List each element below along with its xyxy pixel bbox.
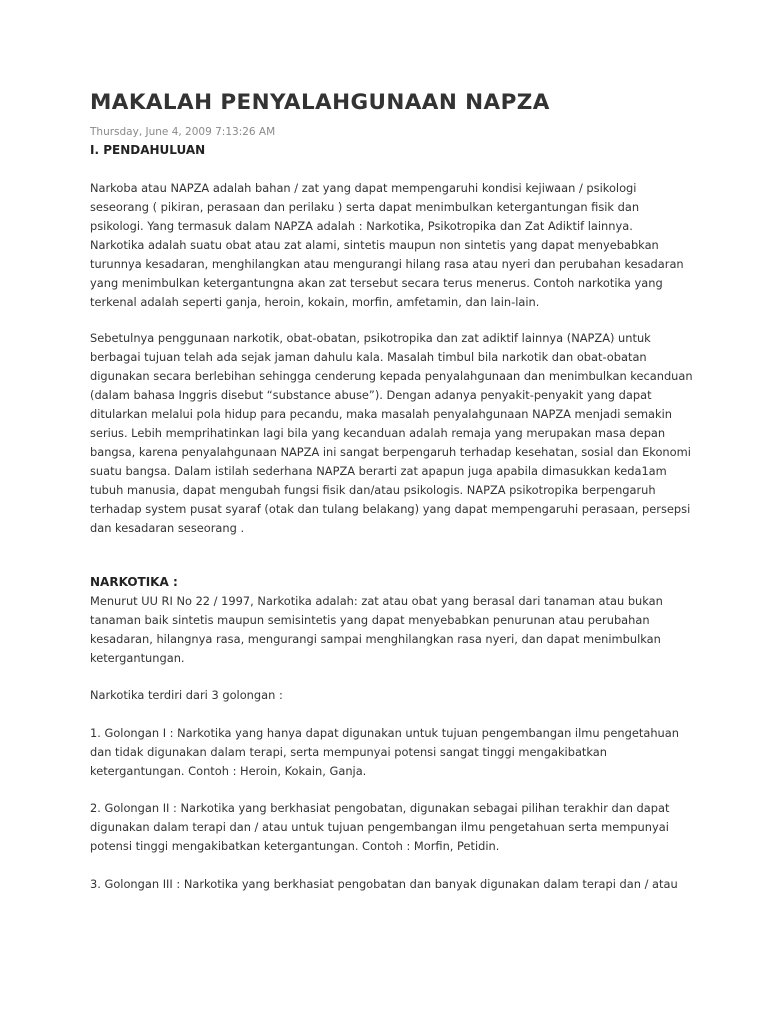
- text-line: kesadaran, hilangnya rasa, mengurangi sampai menghilangkan rasa nyeri, dan dapat menimbulkan: [90, 632, 661, 646]
- page-title: MAKALAH PENYALAHGUNAAN NAPZA: [90, 90, 550, 115]
- text-line: potensi tinggi mengakibatkan ketergantungan. Contoh : Morfin, Petidin.: [90, 839, 500, 853]
- text-line: seseorang ( pikiran, perasaan dan perilaku ) serta dapat menimbulkan ketergantungan fisik dan: [90, 200, 640, 214]
- text-line: yang menimbulkan ketergantungna akan zat tersebut secara terus menerus. Contoh narkotika yang: [90, 276, 663, 290]
- text-line: Narkotika terdiri dari 3 golongan :: [90, 688, 283, 702]
- text-line: berbagai tujuan telah ada sejak jaman dahulu kala. Masalah timbul bila narkotik dan obat-obatan: [90, 350, 647, 364]
- text-line: Narkoba atau NAPZA adalah bahan / zat yang dapat mempengaruhi kondisi kejiwaan / psikologi: [90, 181, 637, 195]
- text-line: digunakan dalam terapi dan / atau untuk tujuan pengembangan ilmu pengetahuan serta mempunyai: [90, 820, 669, 834]
- text-line: tubuh manusia, dapat mengubah fungsi fisik dan/atau psikologis. NAPZA psikotropika berpengaruh: [90, 483, 656, 497]
- text-line: Menurut UU RI No 22 / 1997, Narkotika adalah: zat atau obat yang berasal dari tanaman atau bukan: [90, 594, 663, 608]
- text-line: bangsa, karena penyalahgunaan NAPZA ini sangat berpengaruh terhadap kesehatan, sosial dan Ekonomi: [90, 445, 691, 459]
- section-heading-pendahuluan: I. PENDAHULUAN: [90, 143, 206, 157]
- text-line: Narkotika adalah suatu obat atau zat alami, sintetis maupun non sintetis yang dapat menyebabkan: [90, 238, 659, 252]
- text-line: tanaman baik sintetis maupun semisintetis yang dapat menyebabkan penurunan atau perubahan: [90, 613, 650, 627]
- paragraph-intro: [90, 179, 684, 312]
- text-line: (dalam bahasa Inggris disebut “substance abuse”). Dengan adanya penyakit-penyakit yang dapat: [90, 388, 652, 402]
- text-line: suatu bangsa. Dalam istilah sederhana NAPZA berarti zat apapun juga apabila dimasukkan keda1am: [90, 464, 667, 478]
- list-item-golongan-3: [90, 875, 680, 894]
- text-line: turunnya kesadaran, menghilangkan atau mengurangi hilang rasa atau nyeri dan perubahan kesadaran: [90, 257, 684, 271]
- text-line: terhadap system pusat syaraf (otak dan tulang belakang) yang dapat mempengaruhi perasaan, persepsi: [90, 502, 691, 516]
- text-line: 1. Golongan I : Narkotika yang hanya dapat digunakan untuk tujuan pengembangan ilmu pengetahuan: [90, 726, 679, 740]
- text-line: psikologi. Yang termasuk dalam NAPZA adalah : Narkotika, Psikotropika dan Zat Adiktif lainnya.: [90, 219, 633, 233]
- text-line: 2. Golongan II : Narkotika yang berkhasiat pengobatan, digunakan sebagai pilihan terakhir dan dapat: [90, 801, 670, 815]
- list-item-golongan-1: [90, 724, 680, 781]
- list-item-golongan-2: [90, 799, 680, 856]
- paragraph-definition: [90, 592, 680, 668]
- text-line: ditularkan melalui pola hidup para pecandu, maka masalah penyalahgunaan NAPZA menjadi semakin: [90, 407, 673, 421]
- text-line: digunakan secara berlebihan sehingga cenderung kepada penyalahgunaan dan menimbulkan kecanduan: [90, 369, 693, 383]
- post-date: Thursday, June 4, 2009 7:13:26 AM: [90, 126, 276, 138]
- text-line: ketergantungan.: [90, 651, 185, 665]
- text-line: dan kesadaran seseorang .: [90, 521, 245, 535]
- text-line: terkenal adalah seperti ganja, heroin, kokain, morfin, amfetamin, dan lain-lain.: [90, 295, 540, 309]
- paragraph-golongan-intro: [90, 686, 680, 705]
- section-heading-narkotika: NARKOTIKA :: [90, 575, 178, 589]
- text-line: Sebetulnya penggunaan narkotik, obat-obatan, psikotropika dan zat adiktif lainnya (NAPZA) untuk: [90, 331, 651, 345]
- paragraph-background: [90, 329, 693, 538]
- text-line: serius. Lebih memprihatinkan lagi bila yang kecanduan adalah remaja yang merupakan masa depan: [90, 426, 666, 440]
- text-line: ketergantungan. Contoh : Heroin, Kokain, Ganja.: [90, 764, 367, 778]
- text-line: 3. Golongan III : Narkotika yang berkhasiat pengobatan dan banyak digunakan dalam terapi dan / atau: [90, 877, 678, 891]
- text-line: dan tidak digunakan dalam terapi, serta mempunyai potensi sangat tinggi mengakibatkan: [90, 745, 607, 759]
